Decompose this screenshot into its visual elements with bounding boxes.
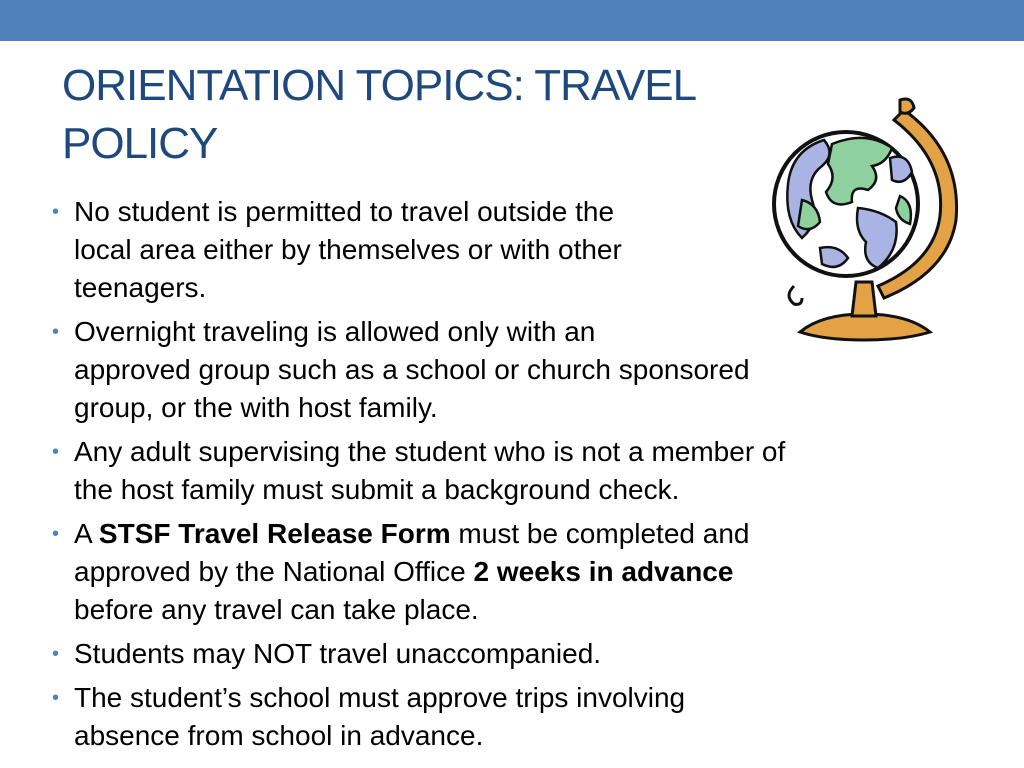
bullet-line: absence from school in advance. [74,720,484,751]
top-accent-band [0,0,1024,41]
bullet-dot-icon: • [52,201,60,223]
bullet-line: No student is permitted to travel outside the [74,196,615,227]
bullet-line [74,553,957,591]
bullet-line: group, or the with host family. [74,392,438,423]
bullet-dot-icon: • [52,523,60,545]
bullet-text: A [74,518,99,549]
bullet-line: before any travel can take place. [74,594,479,625]
bullet-item [52,313,957,427]
bullet-line: local area either by themselves or with other [74,234,622,265]
slide-title: ORIENTATION TOPICS: TRAVEL POLICY [62,61,695,168]
bullet-item [52,635,957,673]
bullet-line [74,515,957,553]
bullet-list [52,193,957,761]
bullet-dot-icon: • [52,441,60,463]
bullet-text: approved by the National Office [74,556,474,587]
bullet-dot-icon: • [52,687,60,709]
bullet-text: must be completed and [450,518,750,549]
bullet-item [52,193,957,307]
bullet-dot-icon: • [52,643,60,665]
bullet-line: approved group such as a school or church sponsored [74,354,750,385]
bullet-line: teenagers. [74,272,207,303]
bullet-item [52,679,957,755]
bullet-line: Students may NOT travel unaccompanied. [74,638,602,669]
bullet-item [52,515,957,629]
bullet-line: Any adult supervising the student who is not a member of [74,436,786,467]
form-name-emphasis: STSF Travel Release Form [98,518,451,549]
deadline-emphasis: 2 weeks in advance [473,556,734,587]
bullet-line: the host family must submit a background check. [74,474,680,505]
bullet-dot-icon: • [52,321,60,343]
bullet-line: The student’s school must approve trips involving [74,682,686,713]
bullet-line: Overnight traveling is allowed only with an [74,316,596,347]
bullet-item [52,433,957,509]
